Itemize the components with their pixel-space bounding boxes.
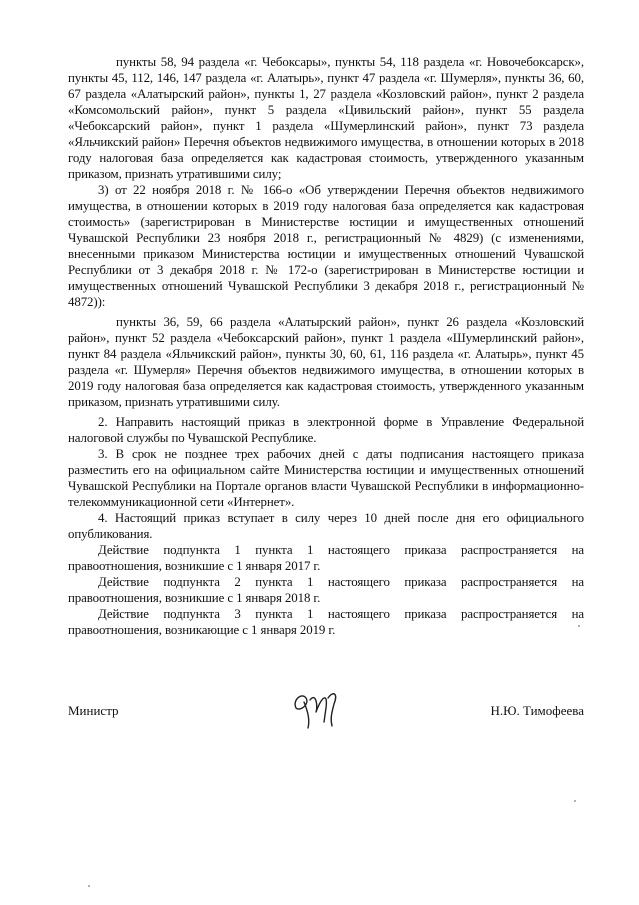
- paragraph-item-4: 4. Настоящий приказ вступает в силу через 10 дней после дня его официального опубликования.: [68, 511, 584, 541]
- scan-speck: [88, 885, 90, 887]
- signer-position: Министр: [68, 703, 119, 718]
- signer-name: Н.Ю. Тимофеева: [490, 703, 584, 718]
- paragraph-item-2: 2. Направить настоящий приказ в электронной форме в Управление Федеральной налоговой службы по Чувашской Республике.: [68, 415, 584, 445]
- paragraph-items-2019: пункты 36, 59, 66 раздела «Алатырский район», пункт 26 раздела «Козловский район», пункт 52 раздела «Чебоксарский район», пункт 1 раздела «Шумерлинский район», пункт 84 раздела «Яльчикский район», пункты 30, 60, 61, 116 раздела «г. Алатырь», пункт 45 раздела «г. Шумерля» Перечня объектов недвижимого имущества, в отношении которых в 2019 году налоговая база определяется как кадастровая стоимость, утвержденного указанным приказом, признать утратившими силу.: [68, 315, 584, 409]
- scan-speck: [578, 625, 580, 627]
- paragraph-item-3: 3. В срок не позднее трех рабочих дней с даты подписания настоящего приказа разместить его на официальном сайте Министерства юстиции и имущественных отношений Чувашской Республики на Портале органов власти Чувашской Республики в информационно-телекоммуникационной сети «Интернет».: [68, 447, 584, 509]
- document-body: [68, 54, 584, 638]
- scan-speck: [574, 800, 576, 802]
- paragraph-items-2018: пункты 58, 94 раздела «г. Чебоксары», пункты 54, 118 раздела «г. Новочебоксарск», пункты 45, 112, 146, 147 раздела «г. Алатырь», пункт 47 раздела «г. Шумерля», пункты 36, 60, 67 раздела «Алатырский район», пункты 1, 27 раздела «Козловский район», пункт 2 раздела «Комсомольский район», пункт 5 раздела «Цивильский район», пункт 55 раздела «Чебоксарский район», пункт 1 раздела «Шумерлинский район», пункт 73 раздела «Яльчикский район» Перечня объектов недвижимого имущества, в отношении которых в 2018 году налоговая база определяется как кадастровая стоимость, утвержденного указанным приказом, признать утратившими силу;: [68, 55, 584, 181]
- paragraph-effect-2: Действие подпункта 2 пункта 1 настоящего приказа распространяется на правоотношения, возникшие с 1 января 2018 г.: [68, 575, 584, 605]
- paragraph-effect-1: Действие подпункта 1 пункта 1 настоящего приказа распространяется на правоотношения, возникшие с 1 января 2017 г.: [68, 543, 584, 573]
- paragraph-order-166: 3) от 22 ноября 2018 г. № 166-о «Об утверждении Перечня объектов недвижимого имущества, в отношении которых в 2019 году налоговая база определяется как кадастровая стоимость» (зарегистрирован в Министерстве юстиции и имущественных отношений Чувашской Республики 23 ноября 2018 г., регистрационный № 4829) (с изменениями, внесенными приказом Министерства юстиции и имущественных отношений Чувашской Республики от 3 декабря 2018 г. № 172-о (зарегистрирован в Министерстве юстиции и имущественных отношений Чувашской Республики 3 декабря 2018 г., регистрационный № 4872)):: [68, 183, 584, 309]
- handwritten-signature: [288, 682, 348, 732]
- paragraph-effect-3: Действие подпункта 3 пункта 1 настоящего приказа распространяется на правоотношения, возникающие с 1 января 2019 г.: [68, 607, 584, 637]
